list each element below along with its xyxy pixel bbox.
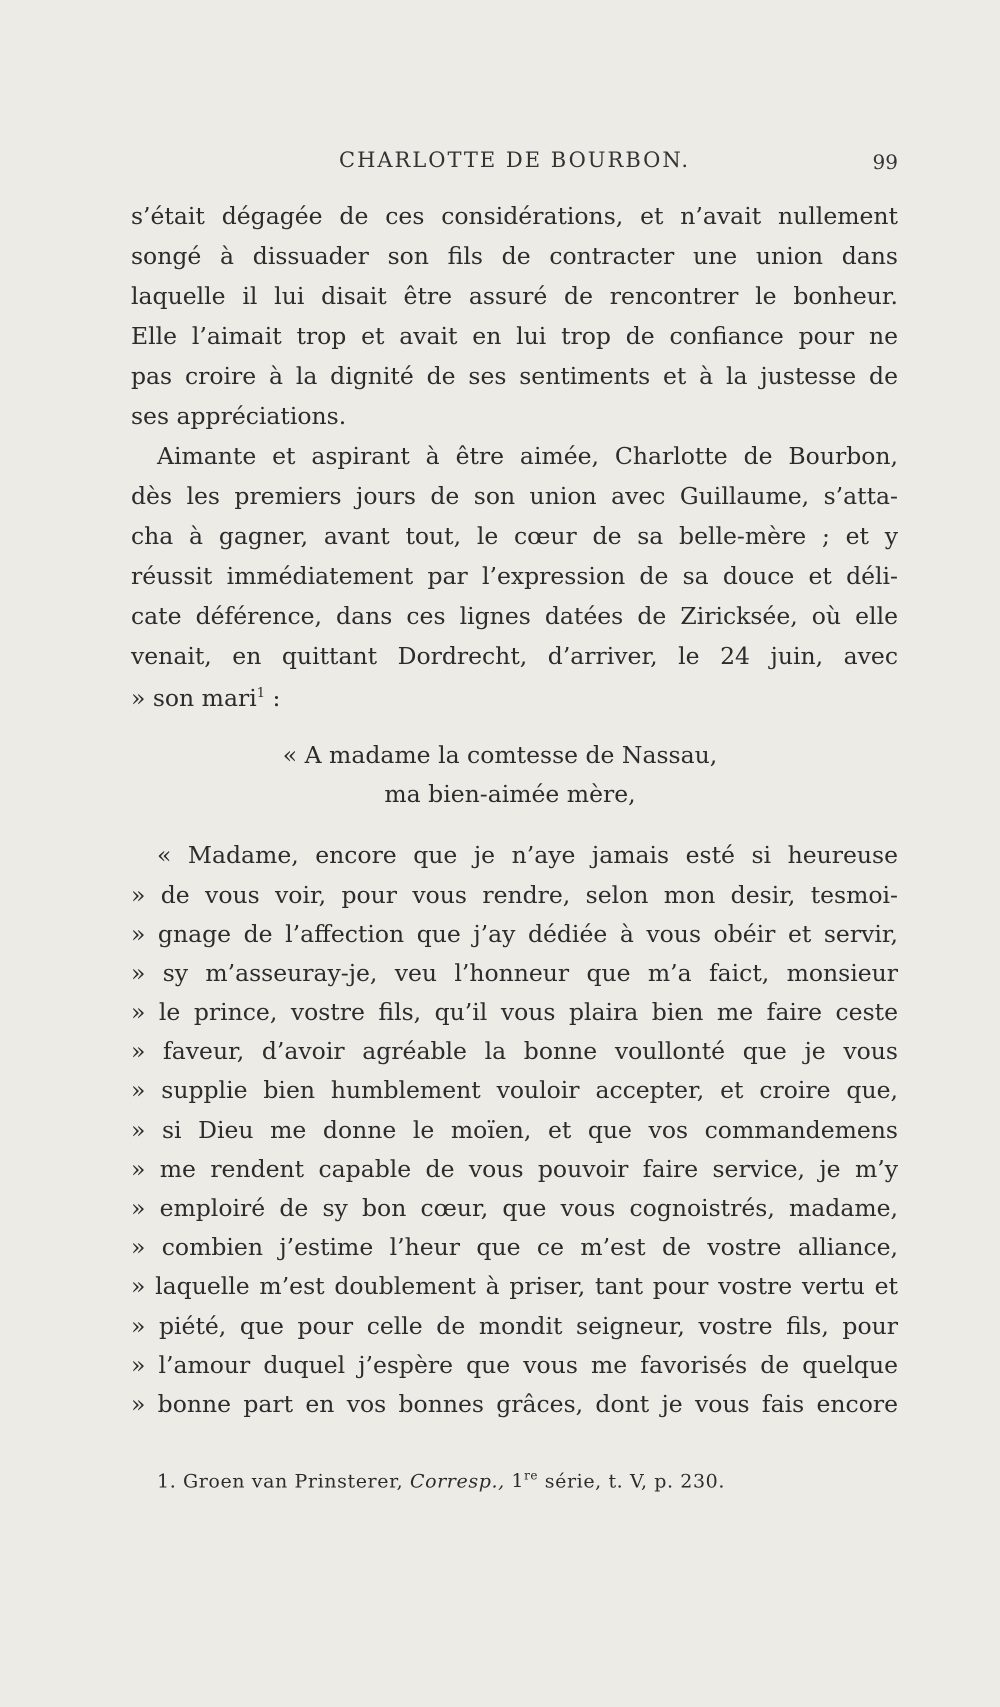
letter-line: » gnage de l’affection que j’ay dédiée à vous obéir et servir, [131, 920, 898, 948]
footnote-series-suffix: re [524, 1469, 539, 1483]
letter-line: « Madame, encore que je n’aye jamais esté si heureuse [157, 841, 898, 869]
letter-line: » combien j’estime l’heur que ce m’est de vostre alliance, [131, 1233, 898, 1261]
text-fragment: : [265, 683, 281, 712]
text-line: ses appréciations. [131, 402, 347, 430]
letter-address: ma bien-aimée mère, [384, 780, 636, 808]
text-line: pas croire à la dignité de ses sentiments et à la justesse de [131, 362, 898, 390]
text-line: dès les premiers jours de son union avec Guillaume, s’atta- [131, 482, 898, 510]
running-head [131, 148, 898, 182]
letter-line: » me rendent capable de vous pouvoir faire service, je m’y [131, 1155, 898, 1183]
text-line: cate déférence, dans ces lignes datées de Ziricksée, où elle [131, 602, 898, 630]
text-line: Elle l’aimait trop et avait en lui trop de confiance pour ne [131, 322, 898, 350]
footnote-author: Groen van Prinsterer, [182, 1470, 404, 1493]
text-line: laquelle il lui disait être assuré de rencontrer le bonheur. [131, 282, 898, 310]
text-line: songé à dissuader son fils de contracter une union dans [131, 242, 898, 270]
letter-line: » emploiré de sy bon cœur, que vous cognoistrés, madame, [131, 1194, 898, 1222]
letter-address: « A madame la comtesse de Nassau, [282, 741, 718, 769]
text-line-with-footnote [131, 678, 898, 710]
text-line: s’était dégagée de ces considérations, et n’avait nullement [131, 202, 898, 230]
letter-line: » si Dieu me donne le moïen, et que vos commandemens [131, 1116, 898, 1144]
letter-line: » l’amour duquel j’espère que vous me favorisés de quelque [131, 1351, 898, 1379]
text-line: venait, en quittant Dordrecht, d’arriver, le 24 juin, avec [131, 642, 898, 670]
letter-line: » laquelle m’est doublement à priser, tant pour vostre vertu et [131, 1272, 898, 1300]
letter-line: » sy m’asseuray-je, veu l’honneur que m’a faict, monsieur [131, 959, 898, 987]
footnote [157, 1463, 725, 1494]
footnote-work: Corresp., [409, 1470, 505, 1493]
footnote-series [511, 1470, 538, 1492]
letter-line: » bonne part en vos bonnes grâces, dont je vous fais encore [131, 1390, 898, 1418]
running-title: CHARLOTTE DE BOURBON. [339, 148, 691, 172]
footnote-number: 1. [157, 1470, 177, 1493]
footnote-marker: 1 [256, 686, 265, 701]
letter-line: » piété, que pour celle de mondit seigneur, vostre fils, pour [131, 1312, 898, 1340]
letter-line: » supplie bien humblement vouloir accepter, et croire que, [131, 1076, 898, 1104]
letter-line: » le prince, vostre fils, qu’il vous plaira bien me faire ceste [131, 998, 898, 1026]
page-number: 99 [872, 150, 898, 174]
text-line: réussit immédiatement par l’expression de sa douce et déli- [131, 562, 898, 590]
footnote-series-number: 1 [511, 1470, 525, 1493]
text-line: Aimante et aspirant à être aimée, Charlotte de Bourbon, [157, 442, 898, 470]
text-fragment: » son mari [131, 683, 257, 712]
text-line: cha à gagner, avant tout, le cœur de sa belle-mère ; et y [131, 522, 898, 550]
letter-line: » faveur, d’avoir agréable la bonne voullonté que je vous [131, 1037, 898, 1065]
footnote-rest: série, t. V, p. 230. [544, 1470, 725, 1493]
letter-line: » de vous voir, pour vous rendre, selon mon desir, tesmoi- [131, 881, 898, 909]
